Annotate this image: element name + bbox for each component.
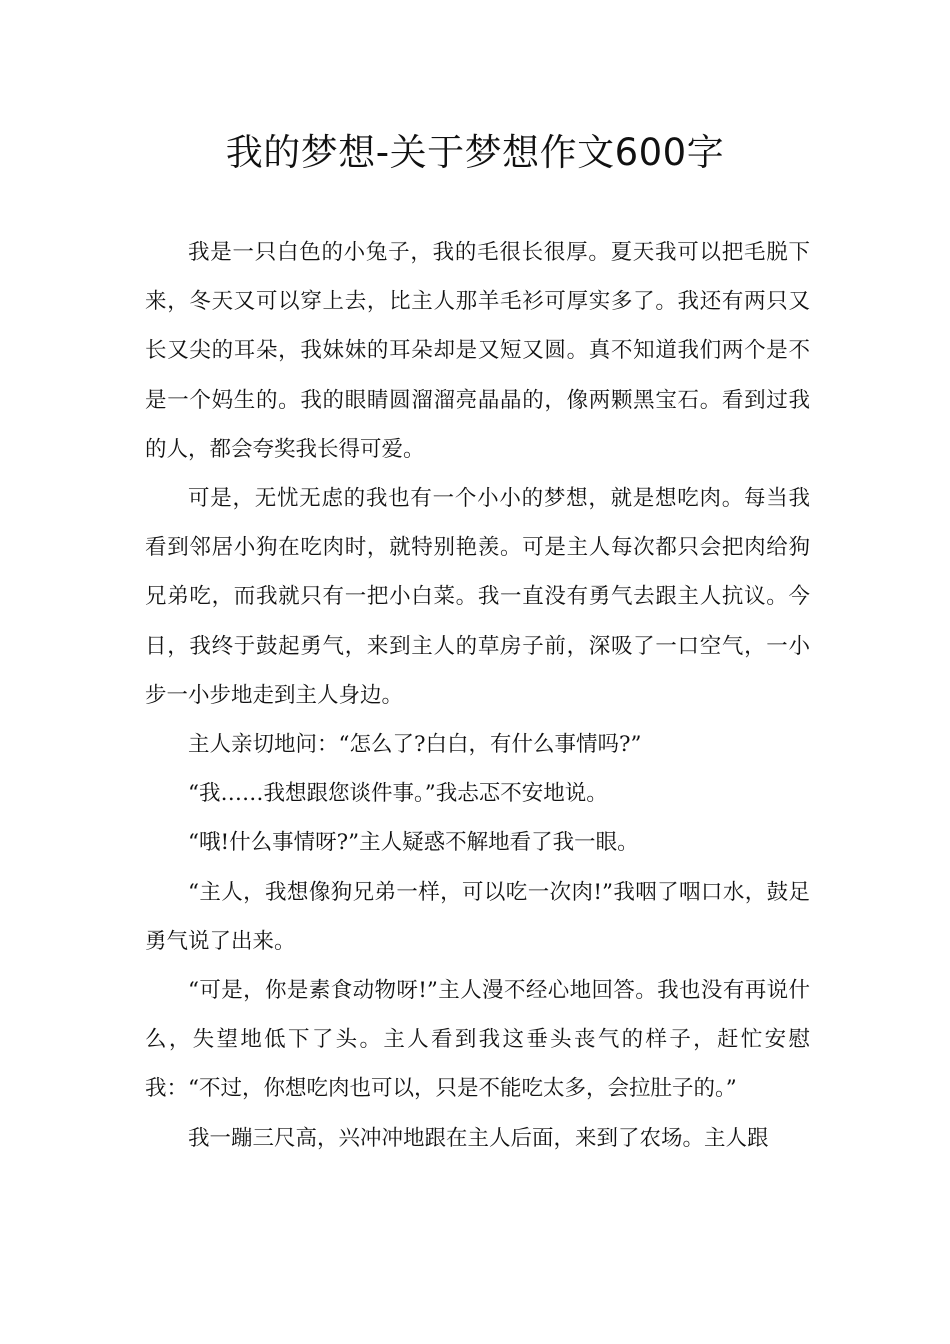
paragraph: “主人，我想像狗兄弟一样，可以吃一次肉!”我咽了咽口水，鼓足勇气说了出来。 xyxy=(145,879,810,954)
paragraph: 我是一只白色的小兔子，我的毛很长很厚。夏天我可以把毛脱下来，冬天又可以穿上去，比主人那羊毛衫可厚实多了。我还有两只又长又尖的耳朵，我妹妹的耳朵却是又短又圆。真不知道我们两个是不是一个妈生的。我的眼睛圆溜溜亮晶晶的，像两颗黑宝石。看到过我的人，都会夸奖我长得可爱。 xyxy=(145,240,810,462)
paragraph: “哦!什么事情呀?”主人疑惑不解地看了我一眼。 xyxy=(188,830,639,856)
paragraph: 可是，无忧无虑的我也有一个小小的梦想，就是想吃肉。每当我看到邻居小狗在吃肉时，就特别艳羡。可是主人每次都只会把肉给狗兄弟吃，而我就只有一把小白菜。我一直没有勇气去跟主人抗议。今日，我终于鼓起勇气，来到主人的草房子前，深吸了一口空气，一小步一小步地走到主人身边。 xyxy=(145,486,810,708)
document-body xyxy=(145,228,810,1163)
document-title: 我的梦想-关于梦想作文600字 xyxy=(225,131,725,174)
paragraph: “可是，你是素食动物呀!”主人漫不经心地回答。我也没有再说什么，失望地低下了头。主人看到我这垂头丧气的样子，赶忙安慰我：“不过，你想吃肉也可以，只是不能吃太多，会拉肚子的。” xyxy=(145,978,810,1102)
paragraph: 我一蹦三尺高，兴冲冲地跟在主人后面，来到了农场。主人跟 xyxy=(188,1125,769,1151)
paragraph: 主人亲切地问：“怎么了?白白，有什么事情吗?” xyxy=(188,732,642,758)
paragraph: “我……我想跟您谈件事。”我忐忑不安地说。 xyxy=(188,781,608,807)
